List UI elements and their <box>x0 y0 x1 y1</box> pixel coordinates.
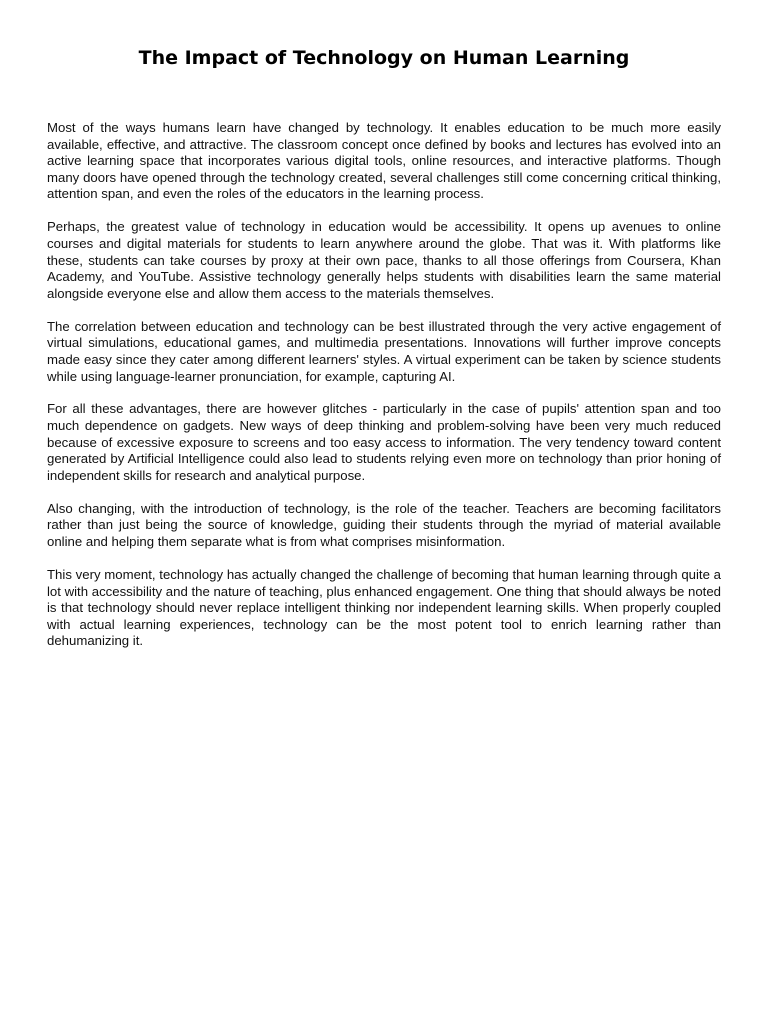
paragraph-1: Most of the ways humans learn have changed by technology. It enables education to be much more easily available, effective, and attractive. The classroom concept once defined by books and lectures has evolved into an active learning space that incorporates various digital tools, online resources, and interactive platforms. Though many doors have opened through the technology created, several challenges still come concerning critical thinking, attention span, and even the roles of the educators in the learning process. <box>47 120 721 202</box>
document-body <box>47 120 721 666</box>
paragraph-2: Perhaps, the greatest value of technology in education would be accessibility. It opens up avenues to online courses and digital materials for students to learn anywhere around the globe. That was it. With platforms like these, students can take courses by proxy at their own pace, thanks to all those offerings from Coursera, Khan Academy, and YouTube. Assistive technology generally helps students with disabilities learn the same material alongside everyone else and allow them access to the materials themselves. <box>47 219 721 301</box>
document-title: The Impact of Technology on Human Learning <box>138 47 630 69</box>
paragraph-6: This very moment, technology has actually changed the challenge of becoming that human learning through quite a lot with accessibility and the nature of teaching, plus enhanced engagement. One thing that should always be noted is that technology should never replace intelligent thinking nor independent learning skills. When properly coupled with actual learning experiences, technology can be the most potent tool to enrich learning rather than dehumanizing it. <box>47 567 721 649</box>
paragraph-4: For all these advantages, there are however glitches - particularly in the case of pupils' attention span and too much dependence on gadgets. New ways of deep thinking and problem-solving have been very much reduced because of excessive exposure to screens and too easy access to information. The very tendency toward content generated by Artificial Intelligence could also lead to students relying even more on technology than prior honing of independent skills for research and analytical purpose. <box>47 401 721 483</box>
paragraph-3: The correlation between education and technology can be best illustrated through the very active engagement of virtual simulations, educational games, and multimedia presentations. Innovations will further improve concepts made easy since they cater among different learners' styles. A virtual experiment can be taken by science students while using language-learner pronunciation, for example, capturing AI. <box>47 318 721 384</box>
paragraph-5: Also changing, with the introduction of technology, is the role of the teacher. Teachers are becoming facilitators rather than just being the source of knowledge, guiding their students through the myriad of material available online and helping them separate what is from what comprises misinformation. <box>47 500 721 550</box>
